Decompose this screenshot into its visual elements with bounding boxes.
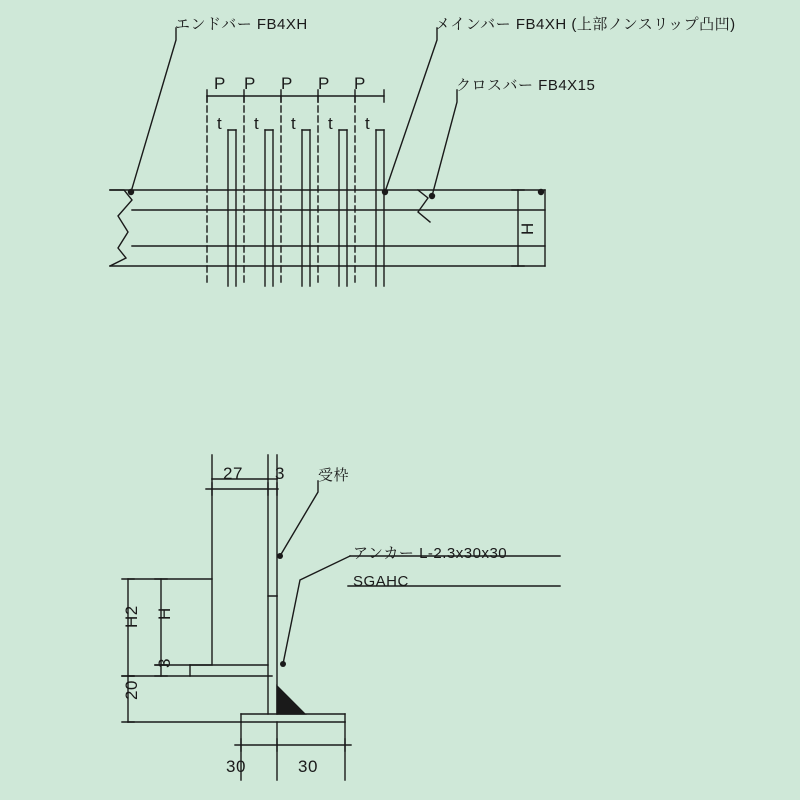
- label-main-bar: メインバー FB4XH (上部ノンスリップ凸凹): [435, 16, 736, 33]
- label-thickness-5: t: [365, 114, 371, 133]
- leader-anchor: [283, 556, 350, 664]
- label-thickness-2: t: [254, 114, 260, 133]
- leader-dot-anchor: [280, 661, 286, 667]
- label-frame: 受枠: [318, 467, 350, 484]
- leader-cross-bar: [432, 90, 457, 196]
- leader-main-bar: [385, 28, 437, 192]
- label-dim-3-top: 3: [275, 464, 285, 483]
- break-line-right: [418, 190, 430, 222]
- label-thickness-3: t: [291, 114, 297, 133]
- frame-outer-profile: [190, 479, 272, 676]
- leader-dot-end-bar: [128, 189, 134, 195]
- label-thickness-1: t: [217, 114, 223, 133]
- label-cross-bar: クロスバー FB4X15: [456, 77, 596, 94]
- leader-dot-main-bar: [382, 189, 388, 195]
- label-pitch-2: P: [244, 74, 256, 93]
- label-end-bar: エンドバー FB4XH: [175, 16, 308, 33]
- label-height-h: H: [518, 222, 537, 235]
- label-dim-27: 27: [223, 464, 243, 483]
- label-anchor: アンカー L-2.3x30x30: [353, 545, 508, 562]
- label-anchor-material: SGAHC: [353, 573, 409, 590]
- label-pitch-3: P: [281, 74, 293, 93]
- label-pitch-5: P: [354, 74, 366, 93]
- label-pitch-1: P: [214, 74, 226, 93]
- label-dim-30-right: 30: [298, 757, 318, 776]
- label-dim-30-left: 30: [226, 757, 246, 776]
- leader-dot-cross-bar: [429, 193, 435, 199]
- bottom-dim-extension-lines: [241, 722, 345, 780]
- label-pitch-4: P: [318, 74, 330, 93]
- leader-dot-right: [538, 189, 544, 195]
- leader-frame: [280, 481, 318, 556]
- label-dim-20: 20: [122, 680, 141, 700]
- frame-vertical-right: [268, 479, 277, 596]
- leader-dot-frame: [277, 553, 283, 559]
- label-dim-h2: H2: [122, 605, 141, 628]
- leader-end-bar: [131, 28, 176, 192]
- label-dim-3-left: 3: [155, 658, 174, 668]
- break-line-left: [110, 190, 132, 266]
- label-thickness-4: t: [328, 114, 334, 133]
- anchor-gusset: [277, 686, 305, 714]
- label-dim-h-bottom: H: [155, 607, 174, 620]
- top-dim-extension-lines: [212, 455, 277, 479]
- base-plate-ends: [241, 714, 345, 722]
